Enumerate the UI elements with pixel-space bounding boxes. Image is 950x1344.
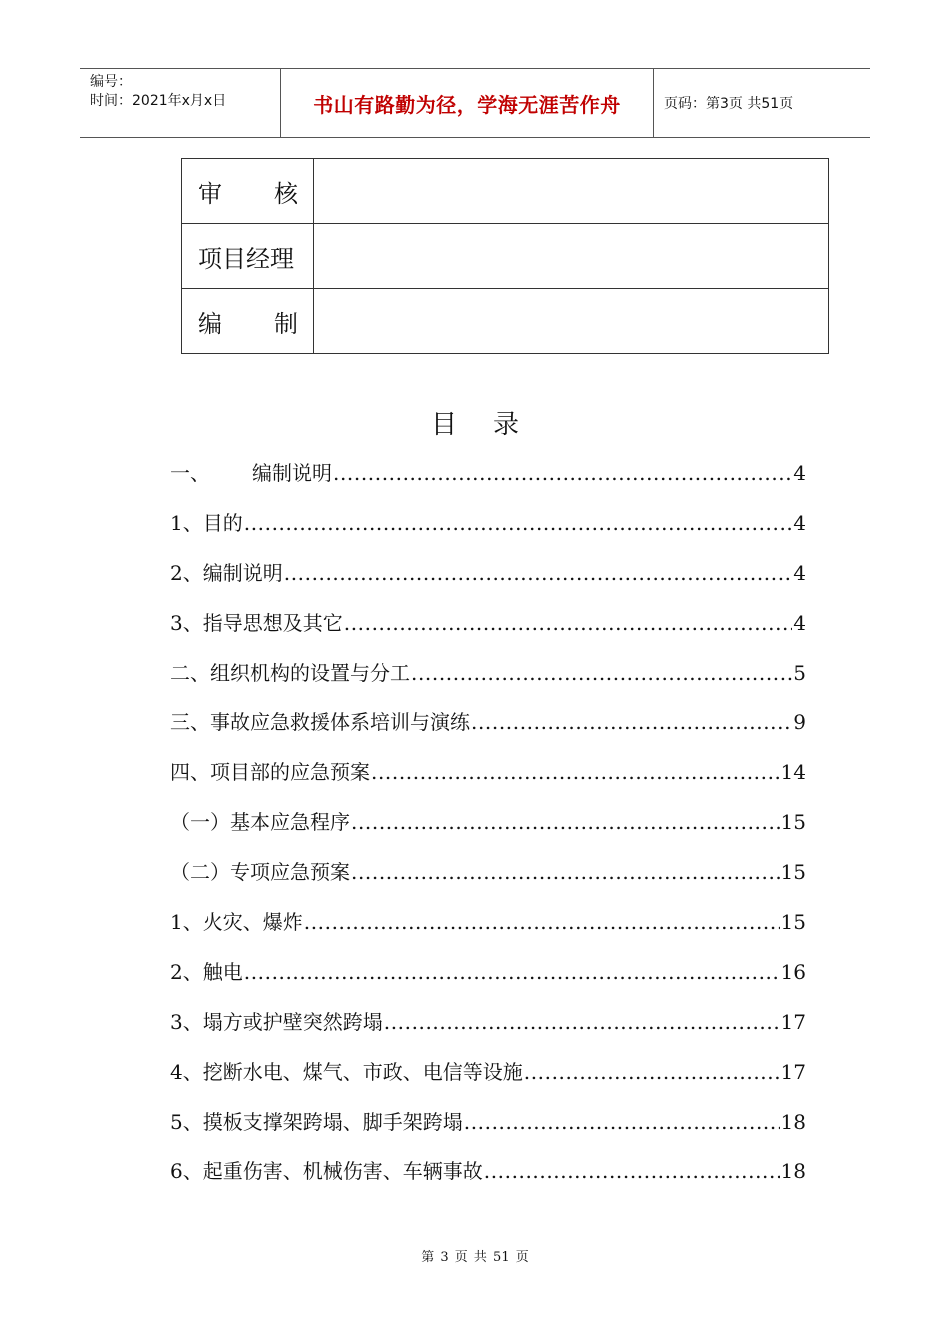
signoff-row-compile xyxy=(182,289,829,354)
toc-text: 4、挖断水电、煤气、市政、电信等设施 xyxy=(170,1059,523,1084)
signoff-label xyxy=(182,289,314,354)
toc-entry[interactable] xyxy=(170,658,806,708)
toc-text: 1、目的 xyxy=(170,510,243,535)
signoff-value[interactable] xyxy=(314,289,829,354)
toc-entry[interactable] xyxy=(170,1107,806,1157)
toc-text: 5、摸板支撑架跨塌、脚手架跨塌 xyxy=(170,1109,463,1134)
toc-page: 15 xyxy=(780,910,806,935)
toc-leader xyxy=(351,807,780,837)
toc-leader xyxy=(304,907,780,937)
toc-entry[interactable] xyxy=(170,608,806,658)
toc-text: 6、起重伤害、机械伤害、车辆事故 xyxy=(170,1159,483,1184)
label-char: 制 xyxy=(274,309,298,338)
toc-leader xyxy=(411,658,792,688)
signoff-row-review xyxy=(182,159,829,224)
header-motto: 书山有路勤为径，学海无涯苦作舟 xyxy=(281,69,654,137)
toc-text: 四、项目部的应急预案 xyxy=(170,760,370,785)
toc-leader xyxy=(371,757,780,787)
toc-prefix: 一、 xyxy=(170,461,210,485)
toc-entry[interactable] xyxy=(170,957,806,1007)
toc-entry[interactable] xyxy=(170,458,806,508)
toc-entry[interactable] xyxy=(170,558,806,608)
page-header xyxy=(80,68,870,138)
header-meta xyxy=(80,69,281,137)
toc-page: 5 xyxy=(793,660,806,685)
toc-leader xyxy=(344,608,793,638)
toc-page: 4 xyxy=(793,510,806,535)
signoff-label xyxy=(182,159,314,224)
toc-leader xyxy=(284,558,793,588)
toc-text: 编制说明 xyxy=(252,461,332,485)
header-page-info: 页码：第3页 共51页 xyxy=(664,96,794,112)
toc-page: 4 xyxy=(793,560,806,585)
toc-leader xyxy=(333,458,792,488)
toc-entry[interactable] xyxy=(170,807,806,857)
toc-leader xyxy=(471,707,792,737)
toc-page: 9 xyxy=(793,710,806,735)
page-footer: 第 3 页 共 51 页 xyxy=(421,1250,529,1265)
toc-leader xyxy=(484,1156,780,1186)
label-char: 核 xyxy=(274,179,298,208)
signoff-label xyxy=(182,224,314,289)
toc-title: 目录 xyxy=(430,410,555,440)
toc-page: 18 xyxy=(780,1109,806,1134)
toc-page: 17 xyxy=(780,1009,806,1034)
number-label: 编号： xyxy=(90,74,132,90)
toc-page: 17 xyxy=(780,1059,806,1084)
toc-entry[interactable] xyxy=(170,1057,806,1107)
toc-text: （二）专项应急预案 xyxy=(170,860,350,885)
toc-entry[interactable] xyxy=(170,1156,806,1206)
signoff-row-manager xyxy=(182,224,829,289)
toc-entry[interactable] xyxy=(170,907,806,957)
toc-text: 2、编制说明 xyxy=(170,560,283,585)
toc-leader xyxy=(464,1107,780,1137)
toc-text: 2、触电 xyxy=(170,959,243,984)
toc-leader xyxy=(524,1057,780,1087)
signoff-value[interactable] xyxy=(314,224,829,289)
toc-page: 14 xyxy=(780,760,806,785)
label-char: 编 xyxy=(198,309,222,338)
toc-text: 三、事故应急救援体系培训与演练 xyxy=(170,710,470,735)
label-text: 项目经理 xyxy=(198,244,294,273)
label-char: 审 xyxy=(198,179,222,208)
toc-page: 15 xyxy=(780,860,806,885)
toc-text: 1、火灾、爆炸 xyxy=(170,910,303,935)
toc-leader xyxy=(384,1007,780,1037)
toc-text: （一）基本应急程序 xyxy=(170,810,350,835)
toc-leader xyxy=(244,508,793,538)
toc-entry[interactable] xyxy=(170,857,806,907)
toc-page: 18 xyxy=(780,1159,806,1184)
toc-page: 16 xyxy=(780,959,806,984)
toc-entry[interactable] xyxy=(170,757,806,807)
toc-page: 4 xyxy=(793,610,806,635)
toc-text: 3、塌方或护壁突然跨塌 xyxy=(170,1009,383,1034)
toc-entry[interactable] xyxy=(170,508,806,558)
signoff-value[interactable] xyxy=(314,159,829,224)
toc-leader xyxy=(244,957,780,987)
signoff-table xyxy=(181,158,829,354)
toc-page: 15 xyxy=(780,810,806,835)
table-of-contents xyxy=(170,458,806,1206)
toc-entry[interactable] xyxy=(170,707,806,757)
time-label: 时间：2021年x月x日 xyxy=(90,93,227,109)
toc-text: 二、组织机构的设置与分工 xyxy=(170,660,410,685)
toc-leader xyxy=(351,857,780,887)
toc-entry[interactable] xyxy=(170,1007,806,1057)
toc-text: 3、指导思想及其它 xyxy=(170,610,343,635)
toc-page: 4 xyxy=(793,461,806,485)
